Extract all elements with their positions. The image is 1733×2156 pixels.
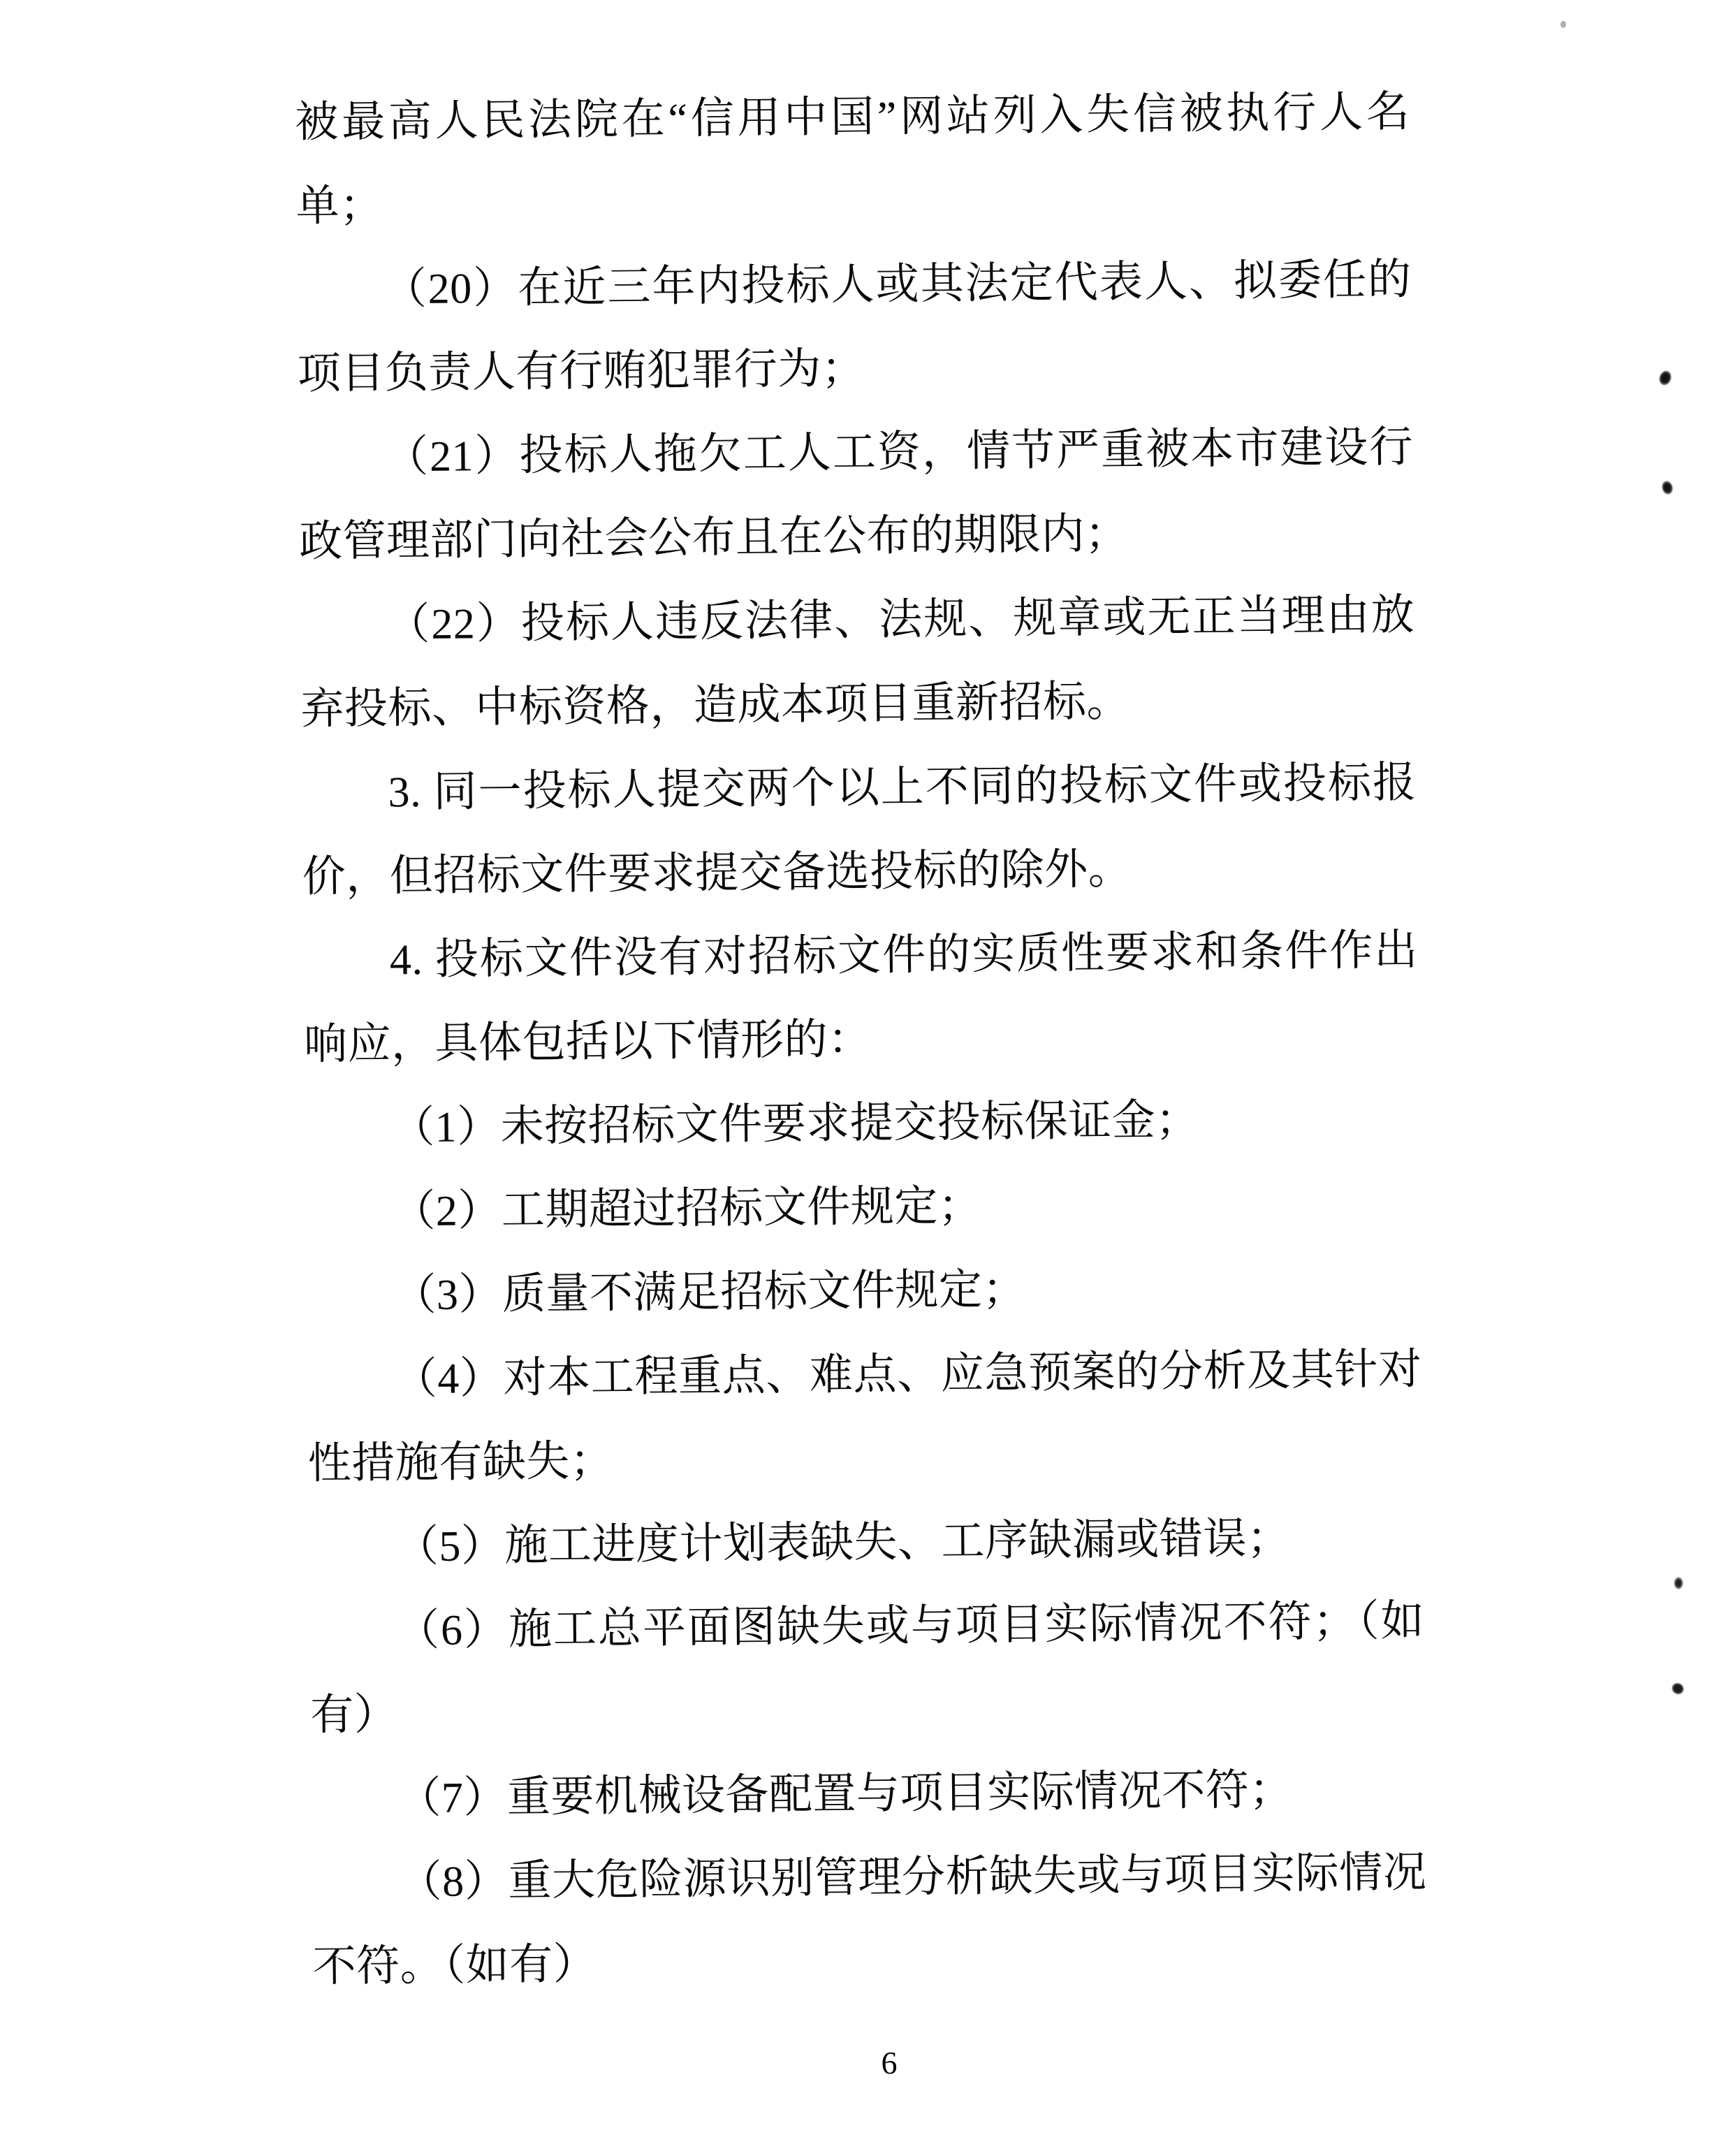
text-line: 单；: [295, 182, 383, 231]
text-line: （2）工期超过招标文件规定；: [392, 1182, 982, 1236]
ink-speck: [1672, 1575, 1685, 1591]
text-line: （21）投标人拖欠工人工资，情节严重被本市建设行: [384, 423, 1414, 481]
text-line: （5）施工进度计划表缺失、工序缺漏或错误；: [395, 1515, 1291, 1571]
ink-speck: [1560, 21, 1566, 28]
text-line: （1）未按招标文件要求提交投标保证金；: [390, 1096, 1199, 1152]
text-line: 价，但招标文件要求提交备选投标的除外。: [302, 845, 1132, 901]
text-line: 性措施有缺失；: [307, 1437, 614, 1488]
ink-speck: [1654, 365, 1677, 391]
ink-speck: [1667, 1677, 1689, 1699]
text-line: （8）重大危险源识别管理分析缺失或与项目实际情况: [398, 1849, 1427, 1907]
document-body-text: [295, 70, 1428, 2009]
text-line: 政管理部门向社会公布且在公布的期限内；: [298, 510, 1129, 566]
ink-speck: [1658, 476, 1677, 500]
text-line: 项目负责人有行贿犯罪行为；: [297, 344, 865, 398]
text-line: 被最高人民法院在“信用中国”网站列入失信被执行人名: [295, 88, 1410, 147]
text-line: （3）质量不满足招标文件规定；: [393, 1265, 1027, 1320]
text-line: 3. 同一投标人提交两个以上不同的投标文件或投标报: [388, 759, 1417, 817]
text-line: 弃投标、中标资格，造成本项目重新招标。: [300, 678, 1131, 734]
text-line: 响应，具体包括以下情形的：: [303, 1015, 872, 1069]
page-number: 6: [881, 2045, 898, 2081]
text-line: 有）: [309, 1691, 398, 1740]
text-line: （7）重要机械设备配置与项目实际情况不符；: [397, 1766, 1294, 1823]
text-line: （22）投标人违反法律、法规、规章或无正当理由放: [386, 591, 1415, 649]
text-line: 4. 投标文件没有对招标文件的实质性要求和条件作出: [389, 926, 1419, 984]
text-line: （4）对本工程重点、难点、应急预案的分析及其针对: [393, 1346, 1422, 1404]
text-line: （20）在近三年内投标人或其法定代表人、拟委任的: [383, 256, 1412, 314]
text-line: （6）施工总平面图缺失或与项目实际情况不符；（如: [395, 1597, 1425, 1655]
text-line: 不符。（如有）: [312, 1940, 597, 1991]
